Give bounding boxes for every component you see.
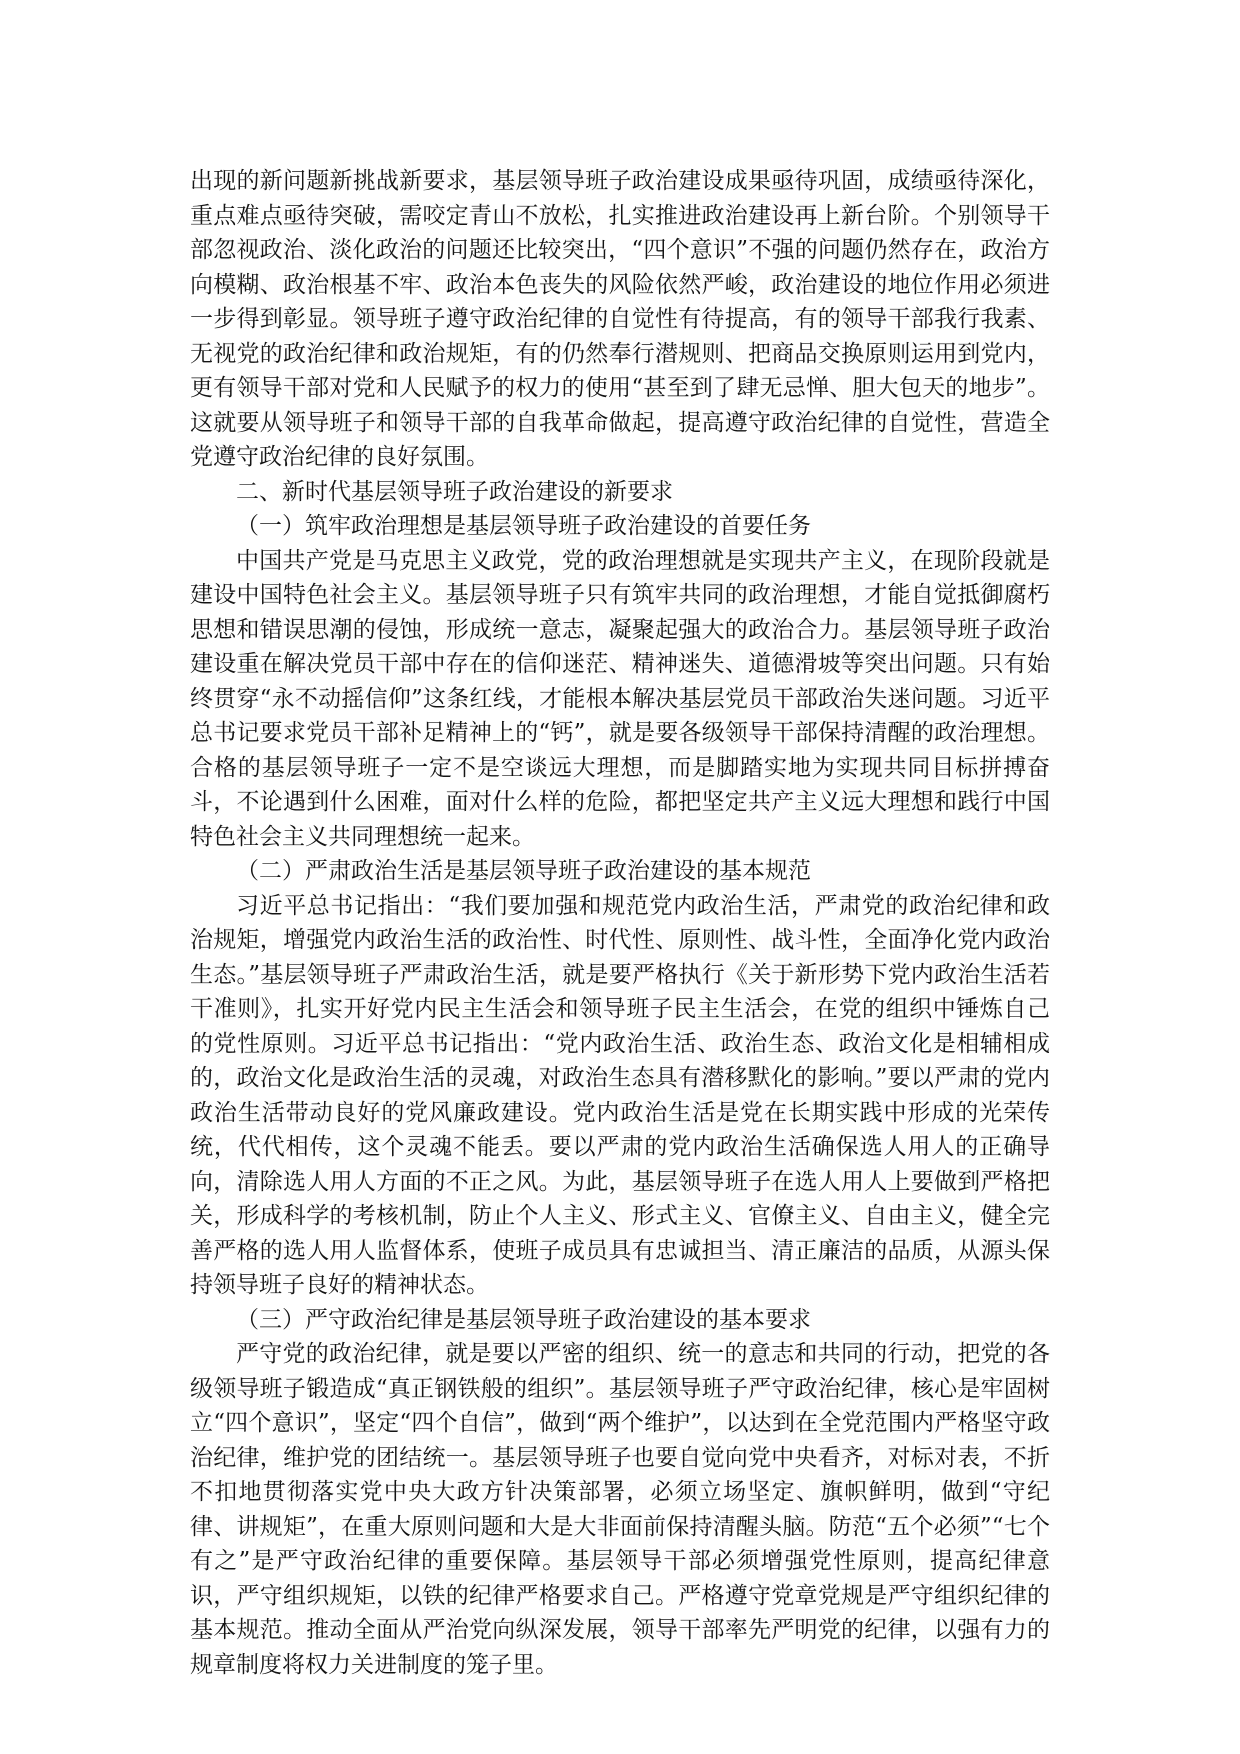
- subsection-3-paragraph: 严守党的政治纪律，就是要以严密的组织、统一的意志和共同的行动，把党的各级领导班子锻造成“真正钢铁般的组织”。基层领导班子严守政治纪律，核心是牢固树立“四个意识”，坚定“四个自信”，做到“两个维护”，以达到在全党范围内严格坚守政治纪律，维护党的团结统一。基层领导班子也要自觉向党中央看齐，对标对表，不折不扣地贯彻落实党中央大政方针决策部署，必须立场坚定、旗帜鲜明，做到“守纪律、讲规矩”，在重大原则问题和大是大非面前保持清醒头脑。防范“五个必须”“七个有之”是严守政治纪律的重要保障。基层领导干部必须增强党性原则，提高纪律意识，严守组织规矩，以铁的纪律严格要求自己。严格遵守党章党规是严守组织纪律的基本规范。推动全面从严治党向纵深发展，领导干部率先严明党的纪律，以强有力的规章制度将权力关进制度的笼子里。: [190, 1341, 1050, 1678]
- subsection-3-heading: （三）严守政治纪律是基层领导班子政治建设的基本要求: [236, 1306, 811, 1333]
- section-heading: 二、新时代基层领导班子政治建设的新要求: [236, 478, 673, 505]
- document-body: [190, 164, 1050, 1682]
- subsection-2-heading: （二）严肃政治生活是基层领导班子政治建设的基本规范: [236, 858, 811, 884]
- subsection-1-heading: （一）筑牢政治理想是基层领导班子政治建设的首要任务: [236, 513, 811, 539]
- subsection-2-paragraph: 习近平总书记指出：“我们要加强和规范党内政治生活，严肃党的政治纪律和政治规矩，增强党内政治生活的政治性、时代性、原则性、战斗性，全面净化党内政治生态。”基层领导班子严肃政治生活，就是要严格执行《关于新形势下党内政治生活若干准则》，扎实开好党内民主生活会和领导班子民主生活会，在党的组织中锤炼自己的党性原则。习近平总书记指出：“党内政治生活、政治生态、政治文化是相辅相成的，政治文化是政治生活的灵魂，对政治生态具有潜移默化的影响。”要以严肃的党内政治生活带动良好的党风廉政建设。党内政治生活是党在长期实践中形成的光荣传统，代代相传，这个灵魂不能丢。要以严肃的党内政治生活确保选人用人的正确导向，清除选人用人方面的不正之风。为此，基层领导班子在选人用人上要做到严格把关，形成科学的考核机制，防止个人主义、形式主义、官僚主义、自由主义，健全完善严格的选人用人监督体系，使班子成员具有忠诚担当、清正廉洁的品质，从源头保持领导班子良好的精神状态。: [190, 892, 1050, 1298]
- intro-paragraph: 出现的新问题新挑战新要求，基层领导班子政治建设成果亟待巩固，成绩亟待深化，重点难点亟待突破，需咬定青山不放松，扎实推进政治建设再上新台阶。个别领导干部忽视政治、淡化政治的问题还比较突出，“四个意识”不强的问题仍然存在，政治方向模糊、政治根基不牢、政治本色丧失的风险依然严峻，政治建设的地位作用必须进一步得到彰显。领导班子遵守政治纪律的自觉性有待提高，有的领导干部我行我素、无视党的政治纪律和政治规矩，有的仍然奉行潜规则、把商品交换原则运用到党内，更有领导干部对党和人民赋予的权力的使用“甚至到了肆无忌惮、胆大包天的地步”。这就要从领导班子和领导干部的自我革命做起，提高遵守政治纪律的自觉性，营造全党遵守政治纪律的良好氛围。: [190, 168, 1050, 470]
- subsection-1-paragraph: 中国共产党是马克思主义政党，党的政治理想就是实现共产主义，在现阶段就是建设中国特色社会主义。基层领导班子只有筑牢共同的政治理想，才能自觉抵御腐朽思想和错误思潮的侵蚀，形成统一意志，凝聚起强大的政治合力。基层领导班子政治建设重在解决党员干部中存在的信仰迷茫、精神迷失、道德滑坡等突出问题。只有始终贯穿“永不动摇信仰”这条红线，才能根本解决基层党员干部政治失迷问题。习近平总书记要求党员干部补足精神上的“钙”，就是要各级领导干部保持清醒的政治理想。合格的基层领导班子一定不是空谈远大理想，而是脚踏实地为实现共同目标拼搏奋斗，不论遇到什么困难，面对什么样的危险，都把坚定共产主义远大理想和践行中国特色社会主义共同理想统一起来。: [190, 547, 1050, 850]
